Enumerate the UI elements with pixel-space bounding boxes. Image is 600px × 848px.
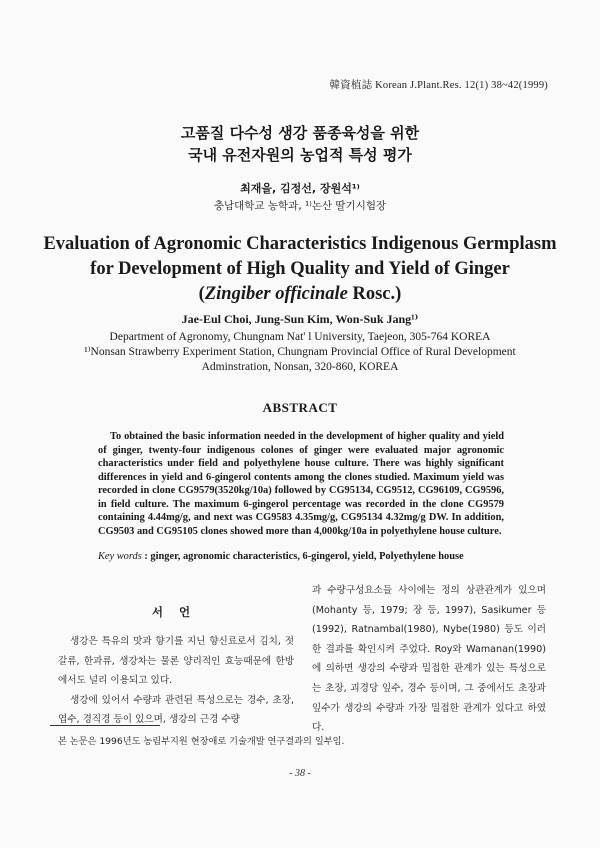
page-number: - 38 - [289,768,311,779]
affiliation-line3: Adminstration, Nonsan, 320-860, KOREA [201,361,399,373]
keywords-label: Key words [98,551,142,562]
korean-title-line2: 국내 유전자원의 농업적 특성 평가 [188,146,412,164]
english-authors: Jae-Eul Choi, Jung-Sun Kim, Won-Suk Jang¹⁾ [181,312,419,326]
intro-paragraph-3: 과 수량구성요소들 사이에는 정의 상관관계가 있으며(Mohanty 등, 1979; 장 등, 1997), Sasikumer 등(1992), Ratnambal(1980), Nybe(1980) 등도 이러한 결과를 확인시켜 주었다. Roy와 Wamanan(1990)에 의하면 생강의 수량과 밀접한 관계가 있는 특성으로는 초장, 괴경당 잎수, 경수 등이며, 그 중에서도 초장과 잎수가 생강의 수량과 가장 밀접한 관계가 있다고 하였다. [312,585,546,734]
intro-paragraph-1: 생강은 특유의 맛과 향기를 지닌 향신료로서 김치, 젓갈류, 한과류, 생강차는 물론 양리적인 효능때문에 한방에서도 널리 이용되고 있다. [58,636,294,687]
intro-paragraph-2: 생강에 있어서 수량과 관련된 특성으로는 경수, 초장, 엽수, 경직경 등이 있으며, 생강의 근경 수량 [58,694,294,726]
species-authority: Rosc.) [347,284,402,304]
keywords [98,551,540,562]
funding-footnote: 본 논문은 1996년도 농림부지원 현장애로 기술개발 연구결과의 일부임. [58,736,345,747]
korean-title [0,122,600,166]
english-title-line1: Evaluation of Agronomic Characteristics Indigenous Germplasm [43,234,557,254]
abstract-body: To obtained the basic information needed in the development of higher quality and yield of ginger, twenty-four indigenous colones of ginger were evaluated major agronomic characteristics under field and polyethylene house culture. There was highly significant differences in yield and 6-gingerol contents among the clones studied. Maximum yield was recorded in clone CG9579(3520kg/10a) followed by CG95134, CG9512, CG96109, CG9596, in field culture. The maximum 6-gingerol percentage was recorded in the clone CG9579 containing 4.44mg/g, and next was CG9583 4.35mg/g, CG95134 4.32mg/g DW. In addition, CG9503 and CG95105 clones showed more than 4,000kg/10a in polyethylene house culture. [98,431,504,537]
english-title-line3 [40,282,560,307]
english-title-line2: for Development of High Quality and Yield of Ginger [90,259,510,279]
english-title-open-paren: ( [198,284,205,304]
korean-authors: 최재을, 김정선, 장원석¹⁾ [240,182,360,195]
english-title [40,232,560,307]
affiliation-line1: Department of Agronomy, Chungnam Nat' l University, Taejeon, 305-764 KOREA [109,331,491,343]
korean-title-line1: 고품질 다수성 생강 품종육성을 위한 [180,124,420,142]
journal-citation: 韓資植誌 Korean J.Plant.Res. 12(1) 38~42(1999) [329,80,548,91]
english-affiliation [40,330,560,375]
korean-affiliation: 충남대학교 농학과, ¹⁾논산 딸기시험장 [213,200,387,212]
intro-left-column [58,632,294,730]
footnote-rule [50,725,160,726]
keywords-list: : ginger, agronomic characteristics, 6-gingerol, yield, Polyethylene house [141,551,464,562]
introduction-heading: 서 언 [151,605,197,619]
intro-right-column [312,581,546,738]
species-name: Zingiber officinale [204,284,348,304]
abstract-heading: ABSTRACT [262,400,338,415]
affiliation-line2: ¹⁾Nonsan Strawberry Experiment Station, Chungnam Provincial Office of Rural Development [84,346,516,358]
